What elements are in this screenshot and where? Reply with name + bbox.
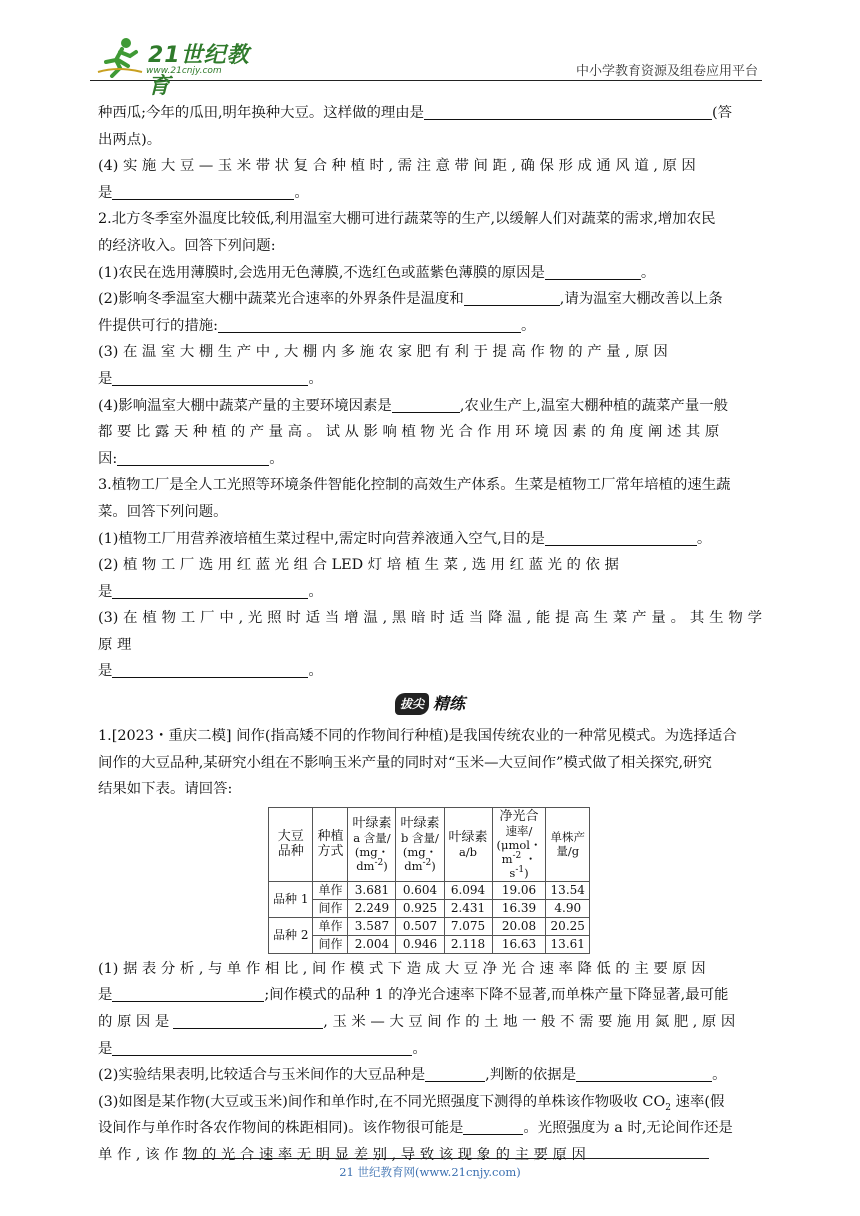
answer-blank[interactable] (117, 449, 269, 466)
cell-yield: 13.54 (546, 881, 590, 899)
page-header (90, 32, 762, 99)
badge-icon: 拔尖 (395, 693, 429, 715)
cell-ab: 6.094 (444, 881, 492, 899)
table-row (269, 935, 590, 953)
table-header-row (269, 807, 590, 881)
p1-intro-c: 结果如下表。请回答: (98, 781, 233, 798)
s2-q1 (98, 260, 762, 287)
answer-blank[interactable] (173, 1012, 323, 1029)
col-header: 单株产 量/g (546, 807, 590, 881)
cell-chl-a: 2.004 (348, 935, 396, 953)
answer-blank[interactable] (218, 316, 521, 333)
p1-q1-a: (1) 据 表 分 析 , 与 单 作 相 比 , 间 作 模 式 下 造 成 大 豆 净 光 合 速 率 降 低 的 主 要 原 因 (98, 960, 706, 977)
cell-chl-a: 3.587 (348, 917, 396, 935)
answer-blank[interactable] (545, 529, 697, 546)
answer-blank[interactable] (576, 1065, 712, 1082)
col-header: 叶绿素 a 含量/ (mg・ $dm^{-2}$) (348, 807, 396, 881)
cell-variety: 品种 1 (269, 881, 313, 917)
document-body (98, 100, 762, 1169)
text: 是 (98, 663, 113, 680)
p1-intro-a: 1.[2023・重庆二模] 间作(指高矮不同的作物间行种植)是我国传统农业的一种常见模式。为选择适合 (98, 728, 737, 745)
cell-rate: 20.08 (492, 917, 546, 935)
text: 是 (98, 370, 113, 387)
page-footer[interactable]: 21 世纪教育网(www.21cnjy.com) (339, 1165, 521, 1179)
answer-blank[interactable] (464, 289, 560, 306)
text: (答 (712, 105, 733, 121)
answer-blank[interactable] (545, 263, 641, 280)
p1-q1-b (98, 982, 762, 1009)
p1-q1-d (98, 1036, 762, 1063)
s3-q2-b (98, 579, 762, 606)
text: 。 (308, 583, 323, 600)
cell-chl-b: 0.925 (396, 899, 444, 917)
footer-rule (182, 1158, 709, 1159)
p1-q3-c: 单 作 , 该 作 物 的 光 合 速 率 无 明 显 差 别 , 导 致 该 现 象 的 主 要 原 因 (98, 1147, 586, 1163)
cell-yield: 20.25 (546, 917, 590, 935)
cell-chl-b: 0.946 (396, 935, 444, 953)
answer-blank[interactable] (112, 1039, 412, 1056)
text: (2)影响冬季温室大棚中蔬菜光合速率的外界条件是温度和 (98, 291, 464, 308)
s2-q2-a (98, 286, 762, 313)
platform-name: 中小学教育资源及组卷应用平台 (575, 64, 758, 79)
s1-line-a (98, 100, 762, 127)
site-logo[interactable] (96, 36, 266, 99)
cell-chl-b: 0.507 (396, 917, 444, 935)
s1-q4-b (98, 180, 762, 207)
text: 。 (308, 663, 323, 680)
cell-mode: 单作 (313, 917, 348, 935)
table-row (269, 881, 590, 899)
text: 。 (294, 184, 309, 201)
text: (1)农民在选用薄膜时,会选用无色薄膜,不选红色或蓝紫色薄膜的原因是 (98, 264, 545, 281)
s3-q3-a: (3) 在 植 物 工 厂 中 , 光 照 时 适 当 增 温 , 黑 暗 时 适 当 降 温 , 能 提 高 生 菜 产 量 。 其 生 物 学 原 理 (98, 610, 762, 653)
text: 。 (520, 317, 536, 334)
col-header: 种植 方式 (313, 807, 348, 881)
col-header: 净光合 速率/ (μmol・ $m^{-2}$ ・ $s^{-1}$) (492, 807, 546, 881)
s3-q3-b (98, 658, 762, 685)
text: 。 (712, 1067, 727, 1084)
answer-blank[interactable] (425, 1065, 485, 1082)
text: 。光照强度为 a 时,无论间作还是 (523, 1120, 733, 1137)
s2-intro-b: 的经济收入。回答下列问题: (98, 237, 276, 254)
s2-intro-a: 2.北方冬季室外温度比较低,利用温室大棚可进行蔬菜等的生产,以缓解人们对蔬菜的需求,增加农民 (98, 211, 716, 228)
cell-variety: 品种 2 (269, 917, 313, 953)
s1-q4-a: (4) 实 施 大 豆 — 玉 米 带 状 复 合 种 植 时 , 需 注 意 带 间 距 , 确 保 形 成 通 风 道 , 原 因 (98, 158, 696, 175)
cell-chl-a: 2.249 (348, 899, 396, 917)
cell-mode: 间作 (313, 935, 348, 953)
text: (2)实验结果表明,比较适合与玉米间作的大豆品种是 (98, 1067, 426, 1084)
col-header: 叶绿素 a/b (444, 807, 492, 881)
s3-intro-b: 菜。回答下列问题。 (98, 503, 228, 520)
s2-q2-b (98, 313, 762, 340)
s2-q3-a: (3) 在 温 室 大 棚 生 产 中 , 大 棚 内 多 施 农 家 肥 有 利 于 提 高 作 物 的 产 量 , 原 因 (98, 344, 668, 361)
text: 。 (269, 450, 284, 467)
text: 2 (665, 1102, 671, 1113)
s2-q4-c (98, 446, 762, 473)
cell-yield: 4.90 (546, 899, 590, 917)
text: 是 (98, 184, 113, 201)
text: 件提供可行的措施: (98, 317, 218, 334)
s1-line-b: 出两点)。 (98, 131, 162, 148)
text: (1)植物工厂用营养液培植生菜过程中,需定时向营养液通入空气,目的是 (98, 530, 545, 547)
p1-intro-b: 间作的大豆品种,某研究小组在不影响玉米产量的同时对“玉米—大豆间作”模式做了相关探究,研究 (98, 754, 712, 771)
s3-q2-a: (2) 植 物 工 厂 选 用 红 蓝 光 组 合 LED 灯 培 植 生 菜 , 选 用 红 蓝 光 的 依 据 (98, 557, 619, 574)
cell-ab: 7.075 (444, 917, 492, 935)
logo-text: 21世纪教育 (148, 43, 250, 99)
s2-q4-b: 都 要 比 露 天 种 植 的 产 量 高 。 试 从 影 响 植 物 光 合 作 用 环 境 因 素 的 角 度 阐 述 其 原 (98, 424, 720, 441)
answer-blank[interactable] (463, 1118, 523, 1135)
text: 是 (98, 1040, 113, 1057)
text: 的 原 因 是 (98, 1014, 170, 1031)
answer-blank[interactable] (112, 582, 308, 599)
p1-q1-c (98, 1009, 762, 1036)
p1-q2 (98, 1062, 762, 1089)
p1-q3-a (98, 1089, 762, 1116)
answer-blank[interactable] (112, 183, 294, 200)
text: 因: (98, 450, 118, 467)
text: 是 (98, 583, 113, 600)
text: 是 (98, 987, 113, 1004)
p1-q3-b (98, 1115, 762, 1142)
text: 。 (640, 264, 656, 281)
answer-blank[interactable] (112, 985, 264, 1002)
answer-blank[interactable] (424, 103, 712, 120)
col-header: 大豆 品种 (269, 807, 313, 881)
cell-ab: 2.431 (444, 899, 492, 917)
cell-chl-b: 0.604 (396, 881, 444, 899)
col-header: 叶绿素 b 含量/ (mg・ $dm^{-2}$) (396, 807, 444, 881)
text: (3)如图是某作物(大豆或玉米)间作和单作时,在不同光照强度下测得的单株该作物吸收 CO (98, 1093, 666, 1110)
text: , 玉 米 — 大 豆 间 作 的 土 地 一 般 不 需 要 施 用 氮 肥 , 原 因 (323, 1014, 736, 1031)
text: 设间作与单作时各农作物间的株距相同)。该作物很可能是 (98, 1120, 464, 1137)
cell-rate: 16.63 (492, 935, 546, 953)
cell-rate: 19.06 (492, 881, 546, 899)
text: (4)影响温室大棚中蔬菜产量的主要环境因素是 (98, 397, 392, 414)
cell-yield: 13.61 (546, 935, 590, 953)
s2-q3-b (98, 366, 762, 393)
logo-url: www.21cnjy.com (146, 66, 222, 76)
answer-blank[interactable] (392, 396, 460, 413)
cell-rate: 16.39 (492, 899, 546, 917)
s3-intro-a: 3.植物工厂是全人工光照等环境条件智能化控制的高效生产体系。生菜是植物工厂常年培植的速生蔬 (98, 477, 731, 494)
text: 种西瓜;今年的瓜田,明年换种大豆。这样做的理由是 (98, 105, 425, 121)
text: 速率(假 (670, 1093, 725, 1110)
text: ,判断的依据是 (485, 1067, 577, 1084)
cell-ab: 2.118 (444, 935, 492, 953)
text: ,请为温室大棚改善以上条 (559, 291, 723, 308)
cell-mode: 间作 (313, 899, 348, 917)
runner-icon (96, 36, 144, 78)
answer-blank[interactable] (112, 661, 308, 678)
table-row (269, 899, 590, 917)
text: 。 (412, 1040, 427, 1057)
text: ,农业生产上,温室大棚种植的蔬菜产量一般 (459, 397, 728, 414)
s3-q1 (98, 526, 762, 553)
text: 。 (696, 530, 712, 547)
section-badge (98, 691, 762, 719)
cell-chl-a: 3.681 (348, 881, 396, 899)
s2-q4-a (98, 393, 762, 420)
answer-blank[interactable] (112, 369, 308, 386)
text: 。 (308, 370, 323, 387)
results-table (268, 807, 590, 954)
text: ;间作模式的品种 1 的净光合速率下降不显著,而单株产量下降显著,最可能 (264, 987, 729, 1004)
table-row (269, 917, 590, 935)
cell-mode: 单作 (313, 881, 348, 899)
badge-title: 精练 (432, 694, 465, 714)
